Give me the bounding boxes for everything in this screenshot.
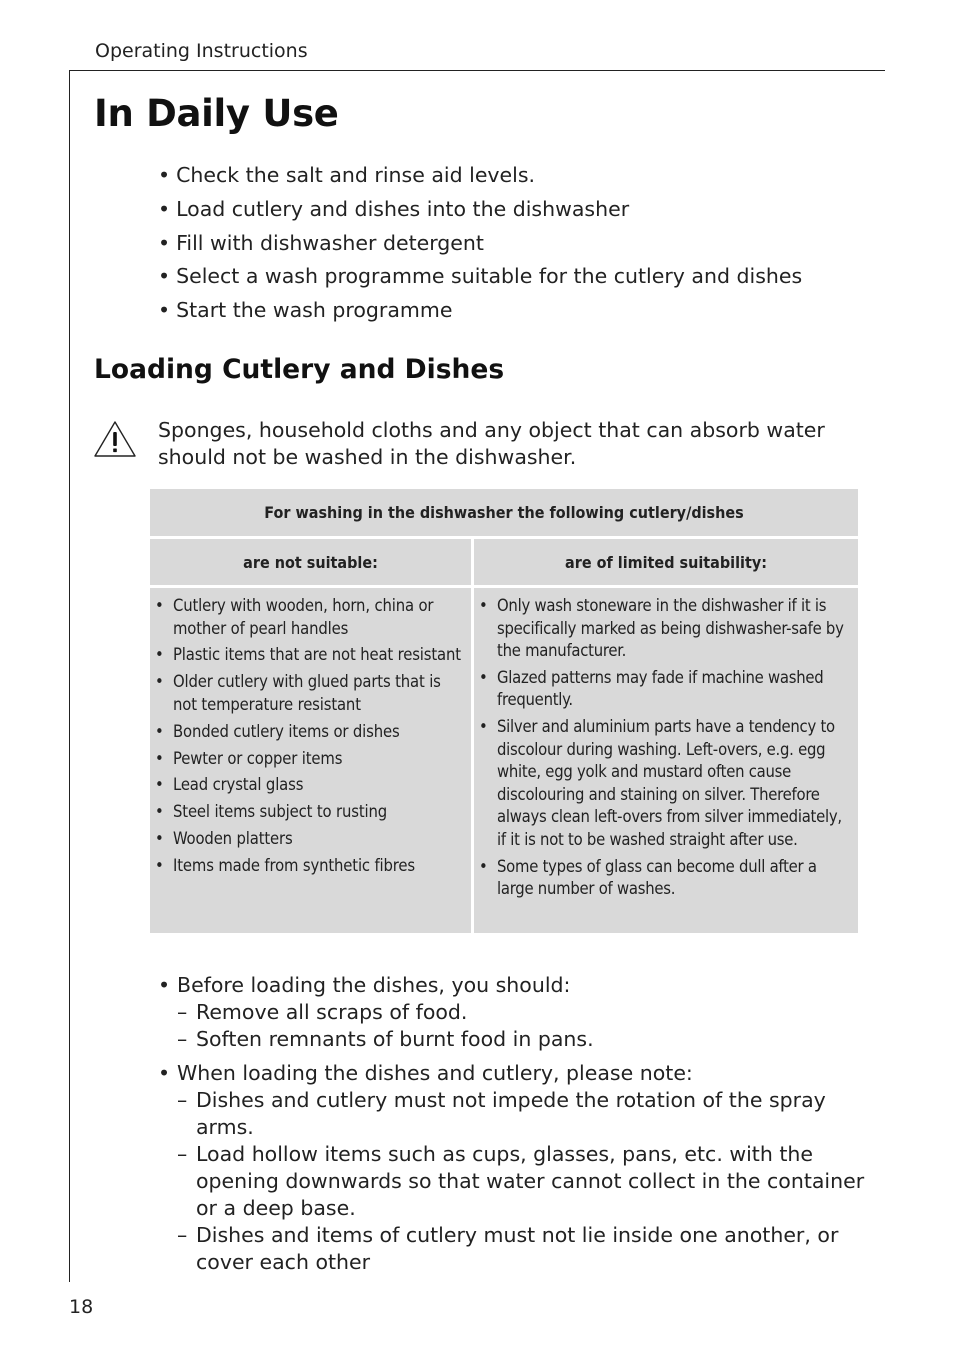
list-item: • Wooden platters xyxy=(150,828,465,851)
page-title: In Daily Use xyxy=(94,92,339,135)
list-item: • Plastic items that are not heat resistant xyxy=(150,644,465,667)
table-title: For washing in the dishwasher the following cutlery/dishes xyxy=(150,489,858,536)
note-item xyxy=(158,972,876,1053)
note-sublist xyxy=(177,999,876,1053)
warning-text: Sponges, household cloths and any object that can absorb water should not be washed in the dishwasher. xyxy=(158,418,825,469)
loading-notes xyxy=(158,972,876,1283)
limited-cell xyxy=(474,588,858,933)
table-header-row xyxy=(150,539,858,585)
section-heading: Loading Cutlery and Dishes xyxy=(94,354,505,385)
step-item: • Load cutlery and dishes into the dishwasher xyxy=(158,194,802,228)
table-body-row xyxy=(150,588,858,933)
step-item: • Check the salt and rinse aid levels. xyxy=(158,160,802,194)
note-text: Before loading the dishes, you should: xyxy=(177,973,571,997)
daily-use-steps xyxy=(158,160,802,329)
list-item: • Items made from synthetic fibres xyxy=(150,855,465,878)
not-suitable-list xyxy=(150,588,471,878)
header-rule xyxy=(69,70,885,71)
note-sublist xyxy=(177,1087,876,1276)
column-header-not-suitable: are not suitable: xyxy=(150,539,471,585)
margin-rule xyxy=(69,70,70,1282)
note-text: When loading the dishes and cutlery, please note: xyxy=(177,1061,693,1085)
list-item: • Cutlery with wooden, horn, china or mother of pearl handles xyxy=(150,595,465,640)
step-item: • Select a wash programme suitable for the cutlery and dishes xyxy=(158,261,802,295)
list-item: • Lead crystal glass xyxy=(150,774,465,797)
list-item: • Bonded cutlery items or dishes xyxy=(150,721,465,744)
step-item: • Fill with dishwasher detergent xyxy=(158,228,802,262)
suitability-table xyxy=(150,489,858,933)
limited-list xyxy=(474,588,858,901)
list-item: • Only wash stoneware in the dishwasher if it is specifically marked as being dishwasher-safe by the manufacturer. xyxy=(474,595,852,663)
page-number: 18 xyxy=(69,1296,94,1318)
list-item: • Glazed patterns may fade if machine washed frequently. xyxy=(474,667,852,712)
list-item: • Pewter or copper items xyxy=(150,748,465,771)
sub-item: – Remove all scraps of food. xyxy=(177,999,876,1026)
sub-item: – Soften remnants of burnt food in pans. xyxy=(177,1026,876,1053)
list-item: • Silver and aluminium parts have a tendency to discolour during washing. Left-overs, e.g. egg white, egg yolk and mustard often cause discolouring and staining on silver. Therefore always clean left-overs from silver immediately, if it is not to be washed straight after use. xyxy=(474,716,852,851)
sub-item: – Dishes and items of cutlery must not lie inside one another, or cover each other xyxy=(177,1222,876,1276)
running-header: Operating Instructions xyxy=(95,40,308,62)
note-item xyxy=(158,1060,876,1276)
list-item: • Older cutlery with glued parts that is not temperature resistant xyxy=(150,671,465,716)
sub-item: – Dishes and cutlery must not impede the rotation of the spray arms. xyxy=(177,1087,876,1141)
sub-item: – Load hollow items such as cups, glasses, pans, etc. with the opening downwards so that water cannot collect in the container or a deep base. xyxy=(177,1141,876,1222)
column-header-limited: are of limited suitability: xyxy=(474,539,858,585)
list-item: • Steel items subject to rusting xyxy=(150,801,465,824)
not-suitable-cell xyxy=(150,588,471,933)
step-item: • Start the wash programme xyxy=(158,295,802,329)
warning-triangle-icon xyxy=(93,420,137,458)
list-item: • Some types of glass can become dull after a large number of washes. xyxy=(474,856,852,901)
